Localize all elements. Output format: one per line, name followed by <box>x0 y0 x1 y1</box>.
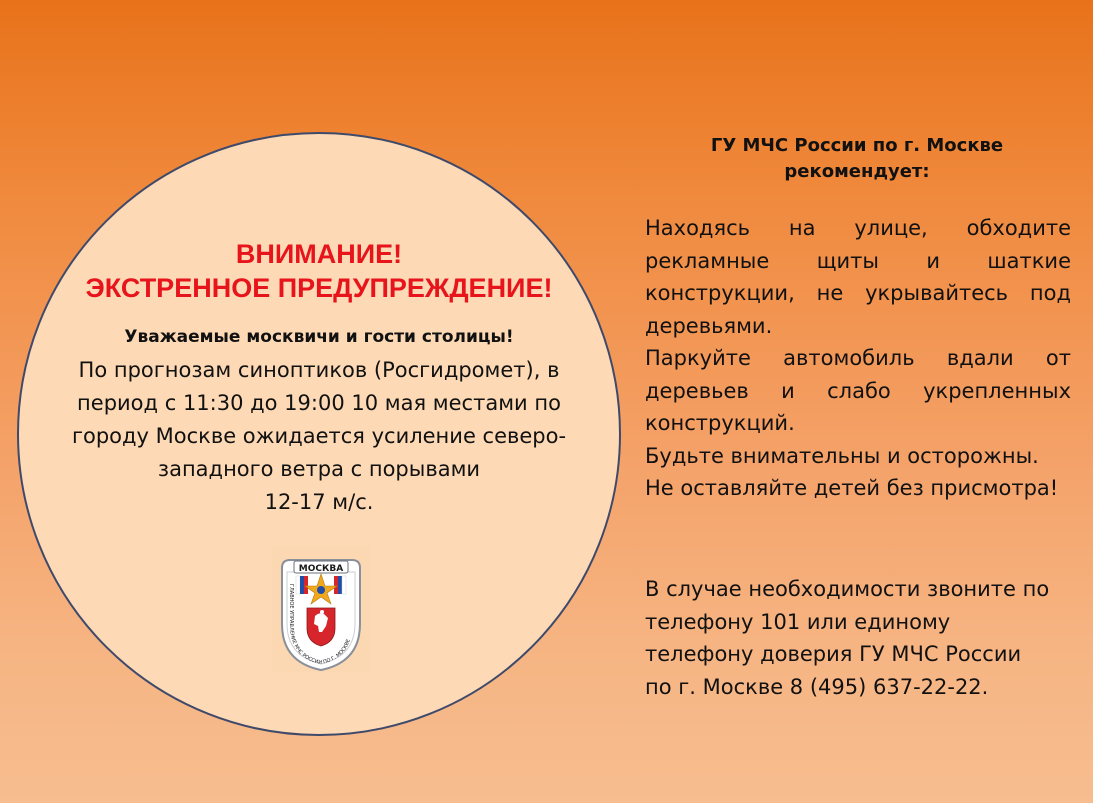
contact-line: телефону доверия ГУ МЧС России <box>645 642 1022 666</box>
forecast-line: 12-17 м/с. <box>264 490 374 514</box>
forecast-line: городу Москве ожидается усиление северо- <box>71 424 567 448</box>
alert-title: ВНИМАНИЕ! <box>235 239 403 269</box>
forecast-line: период с 11:30 до 19:00 10 мая местами по <box>77 391 561 415</box>
forecast-line: По прогнозам синоптиков (Росгидромет), в <box>78 358 560 382</box>
recommendation-item: Будьте внимательны и осторожны. <box>645 444 1039 468</box>
recommendation-item: Находясь на улице, обходите рекламные щиты и шаткие конструкции, не укрывайтесь под деревьями. <box>645 216 1071 338</box>
contact-line: телефону 101 или единому <box>645 609 951 634</box>
forecast-text <box>52 354 586 519</box>
recommendation-header: ГУ МЧС России по г. Москве <box>710 135 1004 156</box>
emblem-ring-text: ГЛАВНОЕ УПРАВЛЕНИЕ МЧС РОССИИ ПО Г. МОСКВЕ <box>287 583 352 667</box>
forecast-line: западного ветра с порывами <box>157 457 481 481</box>
contact-info <box>645 573 1085 703</box>
recommendation-header-2: рекомендует: <box>784 161 930 182</box>
emblem-top-text: МОСКВА <box>298 564 344 574</box>
greeting-text: Уважаемые москвичи и гости столицы! <box>124 327 514 347</box>
recommendation-item: Паркуйте автомобиль вдали от деревьев и слабо укрепленных конструкций. <box>645 346 1071 435</box>
alert-subtitle: ЭКСТРЕННОЕ ПРЕДУПРЕЖДЕНИЕ! <box>85 273 553 303</box>
recommendation-item: Не оставляйте детей без присмотра! <box>645 476 1059 500</box>
contact-line: по г. Москве 8 (495) 637-22-22. <box>645 674 989 699</box>
contact-line: В случае необходимости звоните по <box>645 577 1050 601</box>
mchs-moscow-emblem <box>272 546 370 672</box>
